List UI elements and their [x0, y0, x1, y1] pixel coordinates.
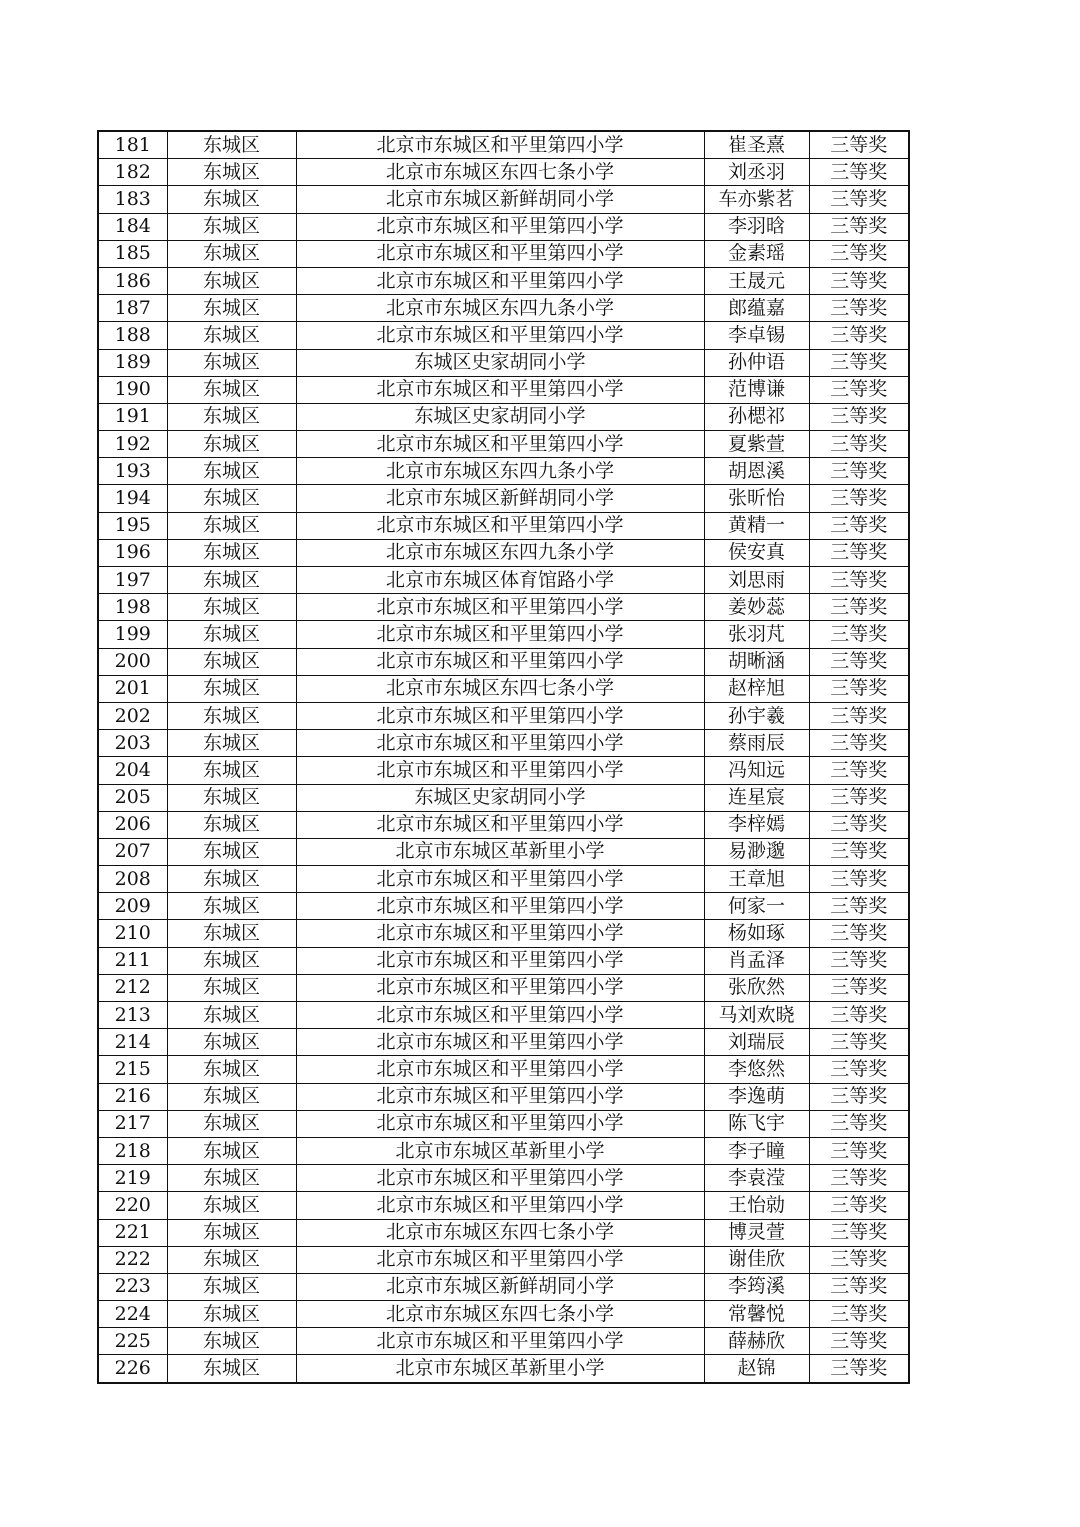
- cell-number: 209: [98, 893, 167, 920]
- cell-district: 东城区: [167, 159, 296, 186]
- table-row: [98, 621, 909, 648]
- cell-student-name: 易渺邈: [704, 838, 809, 865]
- cell-district: 东城区: [167, 838, 296, 865]
- cell-number: 189: [98, 349, 167, 376]
- cell-student-name: 王晟元: [704, 267, 809, 294]
- cell-number: 191: [98, 403, 167, 430]
- cell-school: 北京市东城区和平里第四小学: [296, 512, 704, 539]
- table-row: [98, 594, 909, 621]
- award-table: [97, 130, 910, 1384]
- cell-student-name: 刘瑞辰: [704, 1029, 809, 1056]
- cell-school: 北京市东城区和平里第四小学: [296, 594, 704, 621]
- cell-number: 220: [98, 1192, 167, 1219]
- cell-award: 三等奖: [809, 1002, 909, 1029]
- cell-student-name: 李逸萌: [704, 1083, 809, 1110]
- cell-award: 三等奖: [809, 1110, 909, 1137]
- cell-school: 北京市东城区和平里第四小学: [296, 730, 704, 757]
- table-row: [98, 784, 909, 811]
- cell-award: 三等奖: [809, 267, 909, 294]
- cell-student-name: 车亦紫茗: [704, 186, 809, 213]
- cell-school: 北京市东城区新鲜胡同小学: [296, 186, 704, 213]
- cell-district: 东城区: [167, 431, 296, 458]
- cell-number: 201: [98, 675, 167, 702]
- table-row: [98, 322, 909, 349]
- cell-student-name: 李袁滢: [704, 1165, 809, 1192]
- cell-award: 三等奖: [809, 866, 909, 893]
- cell-number: 224: [98, 1301, 167, 1328]
- table-row: [98, 920, 909, 947]
- cell-number: 206: [98, 811, 167, 838]
- table-row: [98, 267, 909, 294]
- cell-number: 198: [98, 594, 167, 621]
- cell-district: 东城区: [167, 974, 296, 1001]
- cell-award: 三等奖: [809, 131, 909, 159]
- cell-school: 北京市东城区和平里第四小学: [296, 974, 704, 1001]
- cell-student-name: 连星宸: [704, 784, 809, 811]
- cell-student-name: 杨如琢: [704, 920, 809, 947]
- cell-award: 三等奖: [809, 349, 909, 376]
- cell-district: 东城区: [167, 295, 296, 322]
- cell-student-name: 谢佳欣: [704, 1246, 809, 1273]
- cell-number: 211: [98, 947, 167, 974]
- cell-number: 193: [98, 458, 167, 485]
- cell-student-name: 张欣然: [704, 974, 809, 1001]
- cell-district: 东城区: [167, 947, 296, 974]
- table-row: [98, 1246, 909, 1273]
- cell-student-name: 刘丞羽: [704, 159, 809, 186]
- cell-award: 三等奖: [809, 1328, 909, 1355]
- cell-student-name: 夏紫萱: [704, 431, 809, 458]
- cell-number: 221: [98, 1219, 167, 1246]
- cell-award: 三等奖: [809, 730, 909, 757]
- cell-district: 东城区: [167, 866, 296, 893]
- table-row: [98, 1192, 909, 1219]
- cell-student-name: 孙仲语: [704, 349, 809, 376]
- table-row: [98, 240, 909, 267]
- cell-award: 三等奖: [809, 376, 909, 403]
- cell-number: 216: [98, 1083, 167, 1110]
- cell-student-name: 孙宇羲: [704, 702, 809, 729]
- cell-student-name: 侯安真: [704, 539, 809, 566]
- cell-school: 北京市东城区和平里第四小学: [296, 947, 704, 974]
- table-row: [98, 702, 909, 729]
- cell-student-name: 胡恩溪: [704, 458, 809, 485]
- cell-school: 北京市东城区和平里第四小学: [296, 893, 704, 920]
- cell-school: 东城区史家胡同小学: [296, 349, 704, 376]
- cell-number: 190: [98, 376, 167, 403]
- cell-school: 北京市东城区新鲜胡同小学: [296, 1273, 704, 1300]
- cell-district: 东城区: [167, 784, 296, 811]
- cell-district: 东城区: [167, 675, 296, 702]
- table-row: [98, 213, 909, 240]
- cell-number: 219: [98, 1165, 167, 1192]
- cell-student-name: 王章旭: [704, 866, 809, 893]
- cell-district: 东城区: [167, 702, 296, 729]
- cell-district: 东城区: [167, 1328, 296, 1355]
- cell-school: 北京市东城区体育馆路小学: [296, 567, 704, 594]
- cell-award: 三等奖: [809, 322, 909, 349]
- cell-student-name: 张昕怡: [704, 485, 809, 512]
- table-row: [98, 431, 909, 458]
- cell-school: 北京市东城区和平里第四小学: [296, 131, 704, 159]
- table-row: [98, 1083, 909, 1110]
- cell-number: 215: [98, 1056, 167, 1083]
- cell-award: 三等奖: [809, 1056, 909, 1083]
- cell-award: 三等奖: [809, 675, 909, 702]
- cell-student-name: 孙楒祁: [704, 403, 809, 430]
- cell-district: 东城区: [167, 1219, 296, 1246]
- cell-school: 北京市东城区和平里第四小学: [296, 376, 704, 403]
- cell-district: 东城区: [167, 567, 296, 594]
- cell-award: 三等奖: [809, 621, 909, 648]
- cell-district: 东城区: [167, 1056, 296, 1083]
- cell-district: 东城区: [167, 757, 296, 784]
- cell-district: 东城区: [167, 594, 296, 621]
- cell-number: 187: [98, 295, 167, 322]
- cell-student-name: 肖孟泽: [704, 947, 809, 974]
- table-row: [98, 866, 909, 893]
- cell-student-name: 崔圣熹: [704, 131, 809, 159]
- cell-district: 东城区: [167, 1273, 296, 1300]
- cell-district: 东城区: [167, 1110, 296, 1137]
- cell-district: 东城区: [167, 403, 296, 430]
- cell-student-name: 范博谦: [704, 376, 809, 403]
- cell-school: 北京市东城区和平里第四小学: [296, 213, 704, 240]
- table-row: [98, 403, 909, 430]
- table-row: [98, 1301, 909, 1328]
- cell-district: 东城区: [167, 539, 296, 566]
- cell-award: 三等奖: [809, 567, 909, 594]
- cell-award: 三等奖: [809, 1246, 909, 1273]
- cell-student-name: 常馨悦: [704, 1301, 809, 1328]
- cell-school: 东城区史家胡同小学: [296, 784, 704, 811]
- table-row: [98, 186, 909, 213]
- cell-number: 196: [98, 539, 167, 566]
- cell-school: 北京市东城区和平里第四小学: [296, 648, 704, 675]
- cell-award: 三等奖: [809, 893, 909, 920]
- table-row: [98, 1328, 909, 1355]
- cell-school: 北京市东城区和平里第四小学: [296, 811, 704, 838]
- cell-award: 三等奖: [809, 811, 909, 838]
- cell-district: 东城区: [167, 1192, 296, 1219]
- cell-award: 三等奖: [809, 1137, 909, 1164]
- cell-district: 东城区: [167, 1355, 296, 1383]
- cell-school: 北京市东城区和平里第四小学: [296, 866, 704, 893]
- cell-number: 214: [98, 1029, 167, 1056]
- cell-number: 192: [98, 431, 167, 458]
- cell-student-name: 郎蕴嘉: [704, 295, 809, 322]
- table-row: [98, 1002, 909, 1029]
- cell-number: 207: [98, 838, 167, 865]
- table-row: [98, 295, 909, 322]
- cell-student-name: 李卓锡: [704, 322, 809, 349]
- cell-number: 184: [98, 213, 167, 240]
- cell-school: 北京市东城区和平里第四小学: [296, 240, 704, 267]
- cell-award: 三等奖: [809, 431, 909, 458]
- cell-district: 东城区: [167, 376, 296, 403]
- table-row: [98, 1029, 909, 1056]
- cell-number: 183: [98, 186, 167, 213]
- cell-award: 三等奖: [809, 974, 909, 1001]
- cell-award: 三等奖: [809, 1083, 909, 1110]
- cell-award: 三等奖: [809, 1029, 909, 1056]
- cell-award: 三等奖: [809, 512, 909, 539]
- cell-number: 218: [98, 1137, 167, 1164]
- table-row: [98, 1056, 909, 1083]
- cell-number: 210: [98, 920, 167, 947]
- cell-school: 北京市东城区和平里第四小学: [296, 1083, 704, 1110]
- cell-district: 东城区: [167, 485, 296, 512]
- cell-student-name: 姜妙蕊: [704, 594, 809, 621]
- cell-school: 北京市东城区革新里小学: [296, 838, 704, 865]
- cell-school: 东城区史家胡同小学: [296, 403, 704, 430]
- cell-student-name: 李羽晗: [704, 213, 809, 240]
- table-row: [98, 485, 909, 512]
- table-row: [98, 893, 909, 920]
- cell-district: 东城区: [167, 186, 296, 213]
- table-row: [98, 1273, 909, 1300]
- cell-school: 北京市东城区和平里第四小学: [296, 322, 704, 349]
- cell-award: 三等奖: [809, 403, 909, 430]
- cell-district: 东城区: [167, 920, 296, 947]
- table-row: [98, 1110, 909, 1137]
- cell-number: 204: [98, 757, 167, 784]
- cell-school: 北京市东城区东四九条小学: [296, 458, 704, 485]
- cell-award: 三等奖: [809, 947, 909, 974]
- cell-school: 北京市东城区东四七条小学: [296, 675, 704, 702]
- cell-number: 186: [98, 267, 167, 294]
- cell-award: 三等奖: [809, 458, 909, 485]
- cell-school: 北京市东城区和平里第四小学: [296, 431, 704, 458]
- cell-number: 199: [98, 621, 167, 648]
- cell-school: 北京市东城区和平里第四小学: [296, 267, 704, 294]
- table-row: [98, 131, 909, 159]
- cell-number: 205: [98, 784, 167, 811]
- cell-student-name: 冯知远: [704, 757, 809, 784]
- cell-district: 东城区: [167, 893, 296, 920]
- cell-school: 北京市东城区东四七条小学: [296, 1219, 704, 1246]
- table-row: [98, 974, 909, 1001]
- cell-student-name: 胡晰涵: [704, 648, 809, 675]
- cell-district: 东城区: [167, 621, 296, 648]
- table-row: [98, 947, 909, 974]
- cell-school: 北京市东城区革新里小学: [296, 1137, 704, 1164]
- table-row: [98, 1219, 909, 1246]
- table-row: [98, 811, 909, 838]
- cell-number: 212: [98, 974, 167, 1001]
- cell-district: 东城区: [167, 1301, 296, 1328]
- cell-number: 202: [98, 702, 167, 729]
- cell-school: 北京市东城区和平里第四小学: [296, 1165, 704, 1192]
- cell-school: 北京市东城区新鲜胡同小学: [296, 485, 704, 512]
- cell-number: 195: [98, 512, 167, 539]
- cell-school: 北京市东城区和平里第四小学: [296, 1328, 704, 1355]
- table-row: [98, 567, 909, 594]
- cell-school: 北京市东城区和平里第四小学: [296, 920, 704, 947]
- cell-award: 三等奖: [809, 1192, 909, 1219]
- cell-number: 222: [98, 1246, 167, 1273]
- cell-award: 三等奖: [809, 1165, 909, 1192]
- cell-award: 三等奖: [809, 702, 909, 729]
- table-row: [98, 648, 909, 675]
- cell-award: 三等奖: [809, 594, 909, 621]
- cell-district: 东城区: [167, 1137, 296, 1164]
- table-row: [98, 349, 909, 376]
- cell-district: 东城区: [167, 131, 296, 159]
- cell-award: 三等奖: [809, 1219, 909, 1246]
- cell-number: 185: [98, 240, 167, 267]
- cell-number: 182: [98, 159, 167, 186]
- cell-number: 188: [98, 322, 167, 349]
- cell-award: 三等奖: [809, 920, 909, 947]
- cell-student-name: 李筠溪: [704, 1273, 809, 1300]
- cell-district: 东城区: [167, 1083, 296, 1110]
- cell-award: 三等奖: [809, 213, 909, 240]
- table-row: [98, 376, 909, 403]
- cell-award: 三等奖: [809, 295, 909, 322]
- cell-student-name: 蔡雨辰: [704, 730, 809, 757]
- cell-number: 197: [98, 567, 167, 594]
- cell-school: 北京市东城区和平里第四小学: [296, 1002, 704, 1029]
- table-row: [98, 1355, 909, 1383]
- cell-award: 三等奖: [809, 1355, 909, 1383]
- cell-district: 东城区: [167, 1002, 296, 1029]
- table-row: [98, 730, 909, 757]
- cell-number: 200: [98, 648, 167, 675]
- cell-award: 三等奖: [809, 539, 909, 566]
- cell-school: 北京市东城区和平里第四小学: [296, 702, 704, 729]
- cell-school: 北京市东城区和平里第四小学: [296, 1192, 704, 1219]
- cell-district: 东城区: [167, 1029, 296, 1056]
- table-row: [98, 159, 909, 186]
- table-row: [98, 675, 909, 702]
- cell-award: 三等奖: [809, 1301, 909, 1328]
- cell-district: 东城区: [167, 322, 296, 349]
- cell-district: 东城区: [167, 458, 296, 485]
- cell-school: 北京市东城区和平里第四小学: [296, 1056, 704, 1083]
- cell-award: 三等奖: [809, 240, 909, 267]
- cell-number: 203: [98, 730, 167, 757]
- cell-district: 东城区: [167, 512, 296, 539]
- cell-district: 东城区: [167, 811, 296, 838]
- cell-student-name: 张羽芃: [704, 621, 809, 648]
- cell-district: 东城区: [167, 1165, 296, 1192]
- table-row: [98, 458, 909, 485]
- cell-district: 东城区: [167, 240, 296, 267]
- cell-district: 东城区: [167, 1246, 296, 1273]
- cell-student-name: 李悠然: [704, 1056, 809, 1083]
- table-row: [98, 1165, 909, 1192]
- cell-district: 东城区: [167, 648, 296, 675]
- cell-number: 213: [98, 1002, 167, 1029]
- cell-award: 三等奖: [809, 159, 909, 186]
- cell-student-name: 黄精一: [704, 512, 809, 539]
- cell-school: 北京市东城区和平里第四小学: [296, 1246, 704, 1273]
- cell-district: 东城区: [167, 213, 296, 240]
- cell-number: 217: [98, 1110, 167, 1137]
- cell-school: 北京市东城区东四七条小学: [296, 1301, 704, 1328]
- cell-award: 三等奖: [809, 784, 909, 811]
- cell-student-name: 李梓嫣: [704, 811, 809, 838]
- cell-district: 东城区: [167, 730, 296, 757]
- cell-number: 208: [98, 866, 167, 893]
- cell-student-name: 马刘欢晓: [704, 1002, 809, 1029]
- table-row: [98, 757, 909, 784]
- cell-school: 北京市东城区革新里小学: [296, 1355, 704, 1383]
- cell-school: 北京市东城区东四七条小学: [296, 159, 704, 186]
- cell-student-name: 赵梓旭: [704, 675, 809, 702]
- table-row: [98, 1137, 909, 1164]
- cell-award: 三等奖: [809, 485, 909, 512]
- cell-number: 181: [98, 131, 167, 159]
- cell-student-name: 博灵萱: [704, 1219, 809, 1246]
- cell-number: 194: [98, 485, 167, 512]
- cell-school: 北京市东城区和平里第四小学: [296, 757, 704, 784]
- cell-award: 三等奖: [809, 648, 909, 675]
- cell-award: 三等奖: [809, 186, 909, 213]
- cell-student-name: 王怡勍: [704, 1192, 809, 1219]
- cell-student-name: 金素瑶: [704, 240, 809, 267]
- cell-school: 北京市东城区东四九条小学: [296, 539, 704, 566]
- cell-student-name: 刘思雨: [704, 567, 809, 594]
- award-table-body: [98, 131, 909, 1383]
- cell-number: 226: [98, 1355, 167, 1383]
- cell-school: 北京市东城区和平里第四小学: [296, 1029, 704, 1056]
- cell-school: 北京市东城区东四九条小学: [296, 295, 704, 322]
- cell-number: 225: [98, 1328, 167, 1355]
- cell-student-name: 陈飞宇: [704, 1110, 809, 1137]
- cell-award: 三等奖: [809, 838, 909, 865]
- cell-student-name: 李子瞳: [704, 1137, 809, 1164]
- cell-award: 三等奖: [809, 757, 909, 784]
- cell-district: 东城区: [167, 349, 296, 376]
- cell-school: 北京市东城区和平里第四小学: [296, 1110, 704, 1137]
- cell-student-name: 薛赫欣: [704, 1328, 809, 1355]
- cell-student-name: 赵锦: [704, 1355, 809, 1383]
- table-row: [98, 838, 909, 865]
- table-row: [98, 512, 909, 539]
- cell-student-name: 何家一: [704, 893, 809, 920]
- cell-school: 北京市东城区和平里第四小学: [296, 621, 704, 648]
- cell-number: 223: [98, 1273, 167, 1300]
- cell-district: 东城区: [167, 267, 296, 294]
- table-row: [98, 539, 909, 566]
- cell-award: 三等奖: [809, 1273, 909, 1300]
